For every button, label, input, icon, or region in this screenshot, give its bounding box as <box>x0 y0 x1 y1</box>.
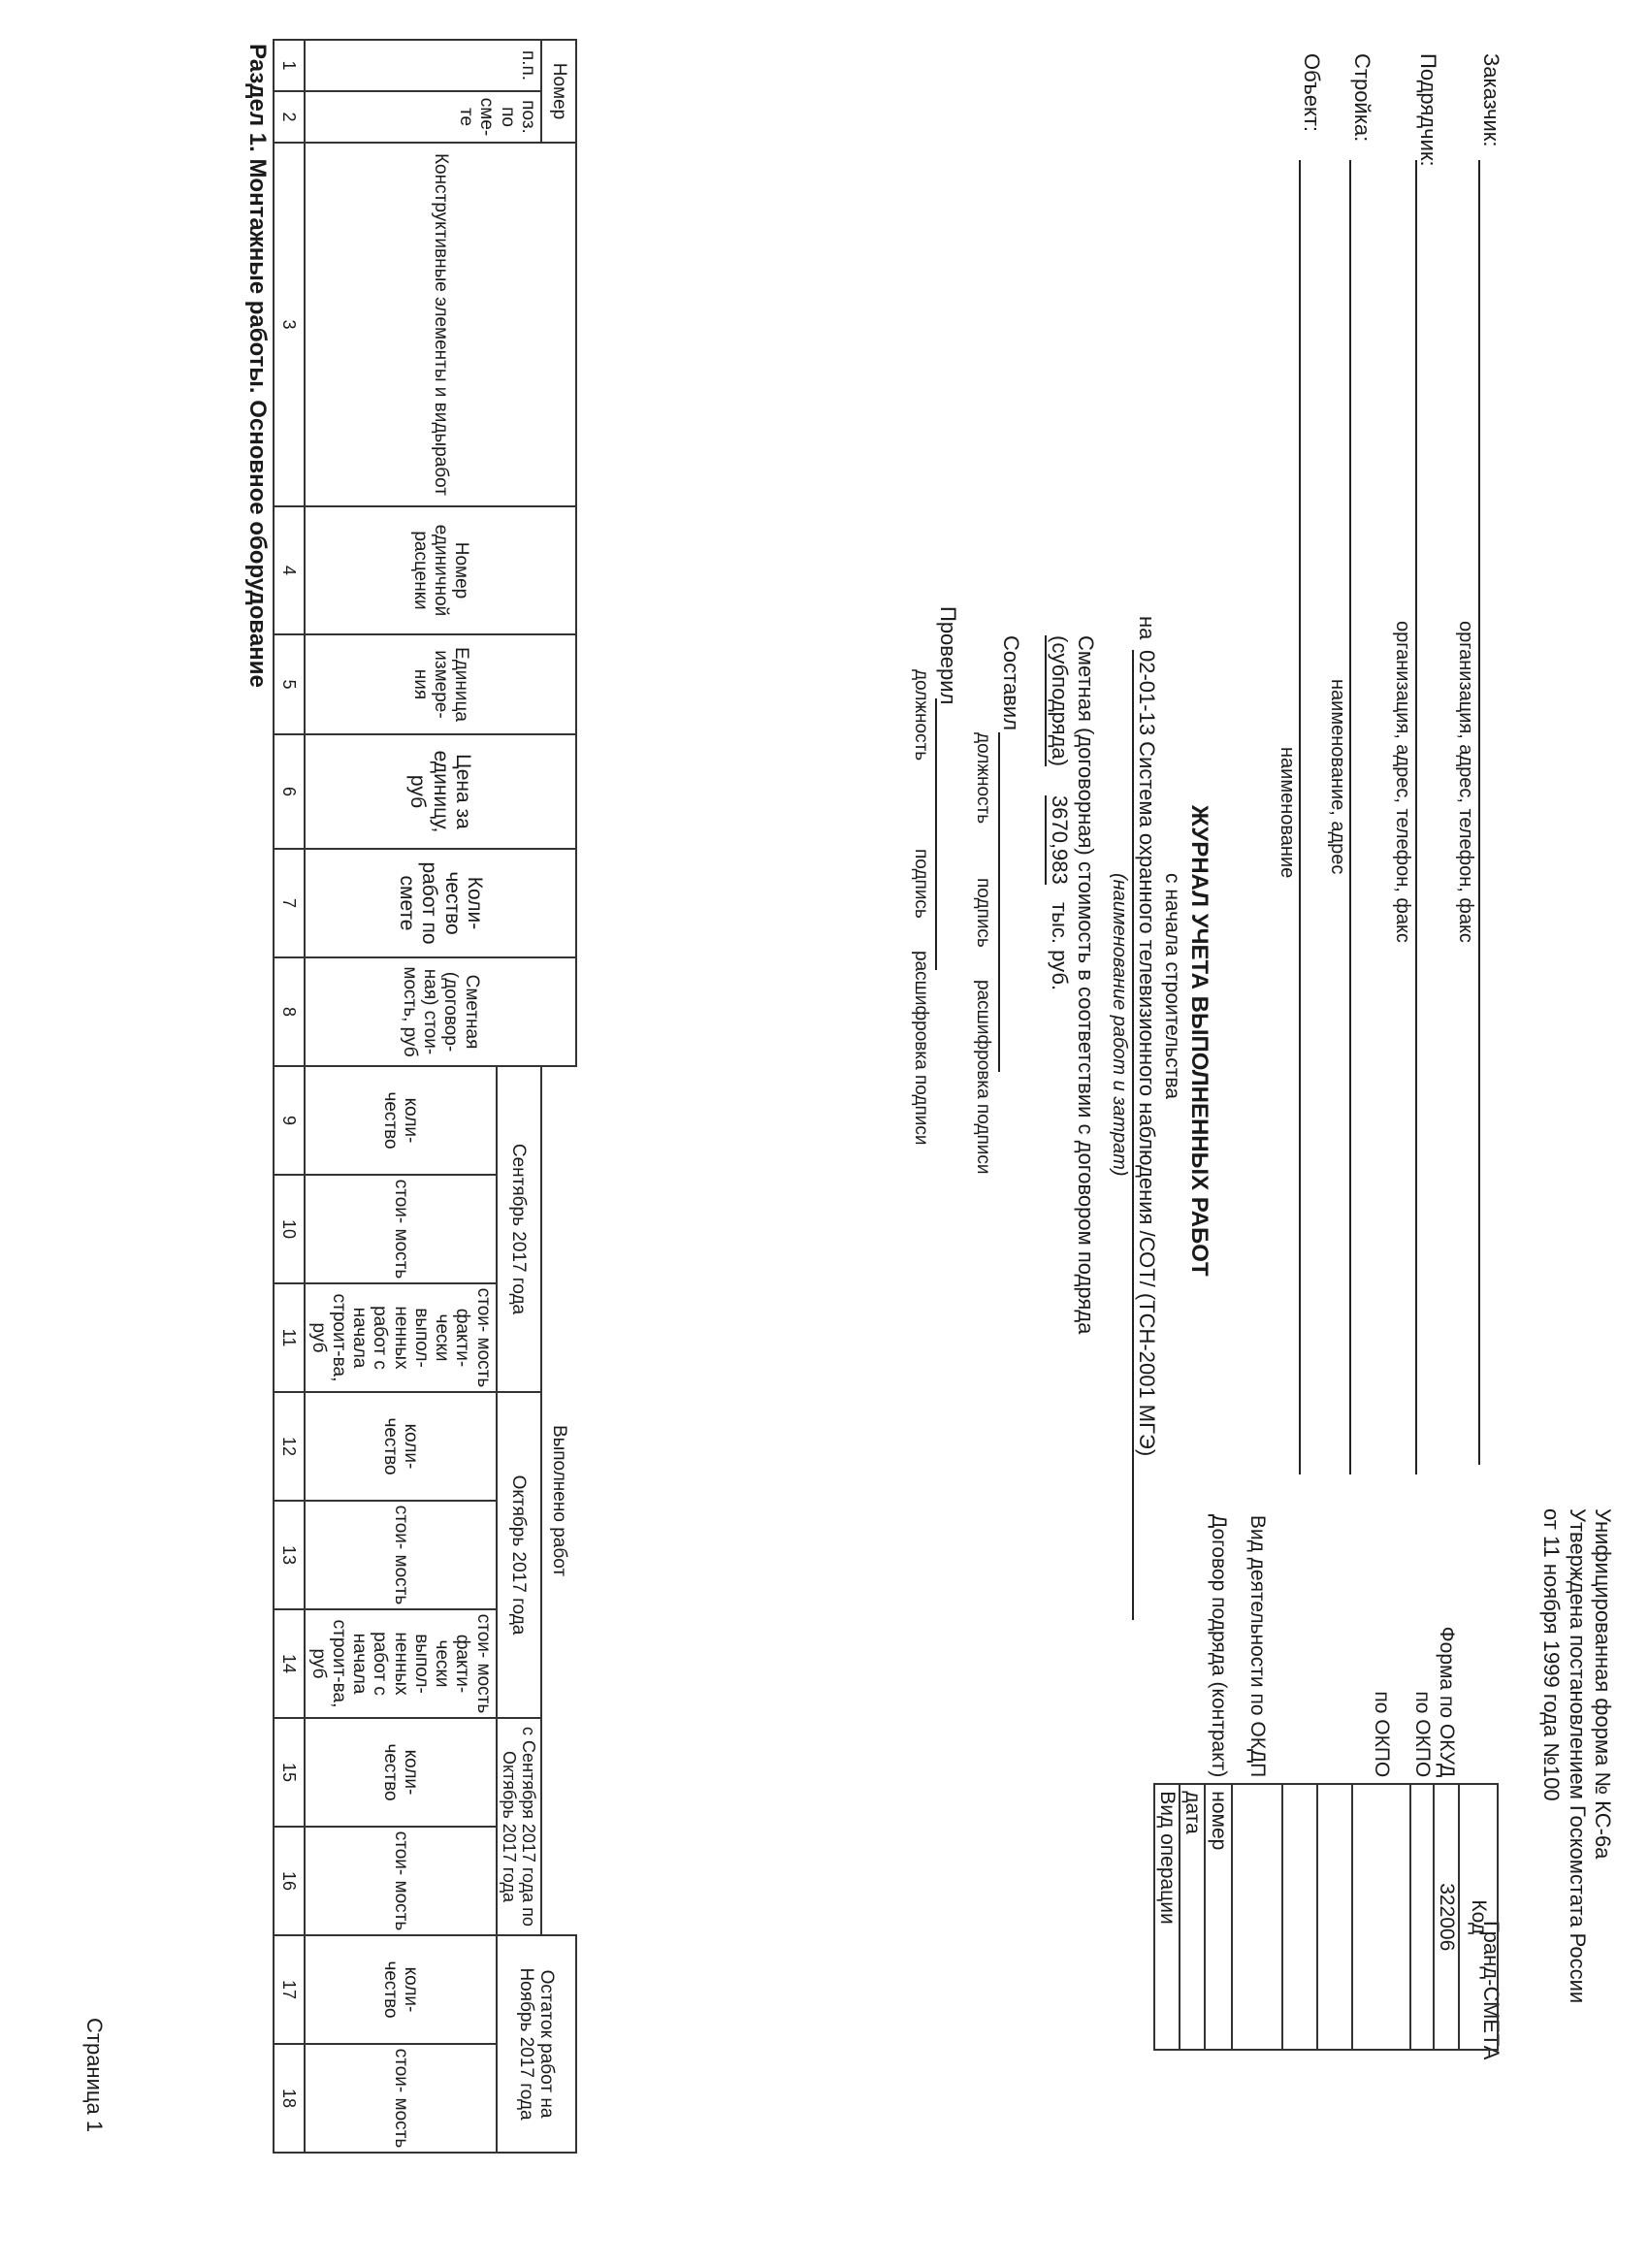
col-num: 11 <box>274 1283 305 1392</box>
section-title: Раздел 1. Монтажные работы. Основное оборудование <box>243 44 271 688</box>
works-table <box>240 39 577 2154</box>
object-code <box>1282 1784 1317 2050</box>
okpo-value-1 <box>1410 1784 1434 2050</box>
header-period-cost: стои- мость <box>305 1827 496 1935</box>
col-num: 12 <box>274 1392 305 1501</box>
cost-sub: (субподряда) <box>1045 635 1072 766</box>
col-num: 10 <box>274 1175 305 1283</box>
object-line <box>1299 160 1324 1474</box>
header-unit: Единица измере- ния <box>305 634 576 734</box>
header-done: Выполнено работ <box>541 1066 576 1935</box>
checked-position: должность <box>911 669 931 761</box>
header-rate: Номер единичной расценки <box>305 506 576 634</box>
contractor-hint: организация, адрес, телефон, факс <box>1392 621 1413 943</box>
header-oct-cost: стои- мость <box>305 1501 496 1609</box>
header-price: Цена за единицу, руб <box>305 734 576 849</box>
site-line <box>1349 160 1374 1474</box>
composed-label: Составил <box>999 635 1023 731</box>
okpo-label-1: по ОКПО <box>1411 1691 1434 1778</box>
col-num: 9 <box>274 1066 305 1175</box>
cost-value: 3670,983 <box>1045 795 1072 885</box>
okdp-label: Вид деятельности по ОКДП <box>1246 1514 1269 1778</box>
code-table <box>1153 1508 1499 2051</box>
checked-line <box>935 698 960 970</box>
header-rest: Остаток работ на Ноябрь 2017 года <box>497 1935 576 2153</box>
header-elements: Конструктивные элементы и видыработ <box>305 143 576 506</box>
header-sep-actual: стои- мость факти- чески выпол- ненных работ с начала строит-ва, руб <box>305 1283 496 1392</box>
col-num: 16 <box>274 1827 305 1935</box>
form-header-line1: Унифицированная форма № КС-6а <box>1591 1508 1615 1860</box>
work-hint: (наименование работ и затрат) <box>1109 873 1130 1177</box>
header-pp: п.п. <box>305 40 541 91</box>
header-rest-qty: коли- чество <box>305 1935 496 2044</box>
okpo-label-2: по ОКПО <box>1371 1691 1393 1778</box>
header-number: Номер <box>541 40 576 143</box>
header-cost-estimate: Сметная (договор- ная) стои- мость, руб <box>305 957 576 1066</box>
cost-unit: тыс. руб. <box>1048 902 1072 991</box>
code-head: Код <box>1459 1784 1498 2050</box>
column-numbers-row <box>274 40 305 2153</box>
site-hint: наименование, адрес <box>1327 679 1348 875</box>
form-header-line3: от 11 ноября 1999 года №100 <box>1539 1508 1565 1801</box>
header-period-qty: коли- чество <box>305 1718 496 1827</box>
object-label: Объект: <box>1300 53 1324 133</box>
header-september: Сентябрь 2017 года <box>497 1066 541 1392</box>
on-prefix: на <box>1135 616 1159 640</box>
composed-decoding: расшифровка подписи <box>973 980 993 1175</box>
header-sep-qty: коли- чество <box>305 1066 496 1175</box>
col-num: 15 <box>274 1718 305 1827</box>
header-sep-cost: стои- мость <box>305 1175 496 1283</box>
okpo-value-2 <box>1352 1784 1410 2050</box>
okud-label: Форма по ОКУД <box>1436 1626 1458 1778</box>
col-num: 5 <box>274 634 305 734</box>
object-hint: наименование <box>1277 747 1298 879</box>
form-header <box>1538 1508 1615 2003</box>
checked-label: Проверил <box>936 606 960 705</box>
header-oct-qty: коли- чество <box>305 1392 496 1501</box>
composed-position: должность <box>973 732 993 825</box>
col-num: 13 <box>274 1501 305 1609</box>
page-number: Страница 1 <box>82 2018 107 2133</box>
site-code <box>1317 1784 1352 2050</box>
composed-signature: подпись <box>973 878 993 948</box>
customer-label: Заказчик: <box>1479 53 1504 147</box>
operation-label: Вид операции <box>1154 1784 1180 2050</box>
work-name: 02-01-13 Система охранного телевизионного наблюдения /СОТ/ (ТСН-2001 МГЭ) <box>1132 650 1159 1620</box>
header-oct-actual: стои- мость факти- чески выпол- ненных работ с начала строит-ва, руб <box>305 1609 496 1718</box>
col-num: 6 <box>274 734 305 849</box>
col-num: 1 <box>274 40 305 91</box>
okdp-value <box>1232 1784 1282 2050</box>
contract-number-label: номер <box>1205 1784 1232 2050</box>
header-pos: поз. по сме- те <box>305 91 541 143</box>
header-october: Октябрь 2017 года <box>497 1392 541 1718</box>
contractor-label: Подрядчик: <box>1416 53 1440 167</box>
col-num: 14 <box>274 1609 305 1718</box>
contract-label: Договор подряда (контракт) <box>1208 1514 1230 1778</box>
col-num: 2 <box>274 91 305 143</box>
header-rest-cost: стои- мость <box>305 2044 496 2153</box>
composed-line <box>998 732 1023 1072</box>
contract-date-label: дата <box>1180 1784 1205 2050</box>
col-num: 18 <box>274 2044 305 2153</box>
journal-title: ЖУРНАЛ УЧЕТА ВЫПОЛНЕННЫХ РАБОТ <box>1186 805 1212 1277</box>
col-num: 17 <box>274 1935 305 2044</box>
col-num: 3 <box>274 143 305 506</box>
col-num: 4 <box>274 506 305 634</box>
checked-signature: подпись <box>911 849 931 919</box>
customer-line <box>1478 160 1504 1465</box>
journal-subtitle: с начала строительства <box>1161 873 1183 1100</box>
site-label: Стройка: <box>1350 53 1374 143</box>
software-name: Гранд-СМЕТА <box>1479 1921 1504 2060</box>
customer-hint: организация, адрес, телефон, факс <box>1455 621 1476 943</box>
col-num: 7 <box>274 849 305 957</box>
cost-line: Сметная (договорная) стоимость в соответствии с договором подряда <box>1074 635 1098 1335</box>
form-header-line2: Утверждена постановлением Госкомстата России <box>1565 1508 1590 2004</box>
col-num: 8 <box>274 957 305 1066</box>
contractor-line <box>1415 160 1440 1474</box>
okud-value: 322006 <box>1434 1784 1459 2050</box>
header-period: с Сентября 2017 года по Октябрь 2017 года <box>497 1718 541 1935</box>
header-qty-estimate: Коли- чество работ по смете <box>305 849 576 957</box>
checked-decoding: расшифровка подписи <box>911 951 931 1146</box>
